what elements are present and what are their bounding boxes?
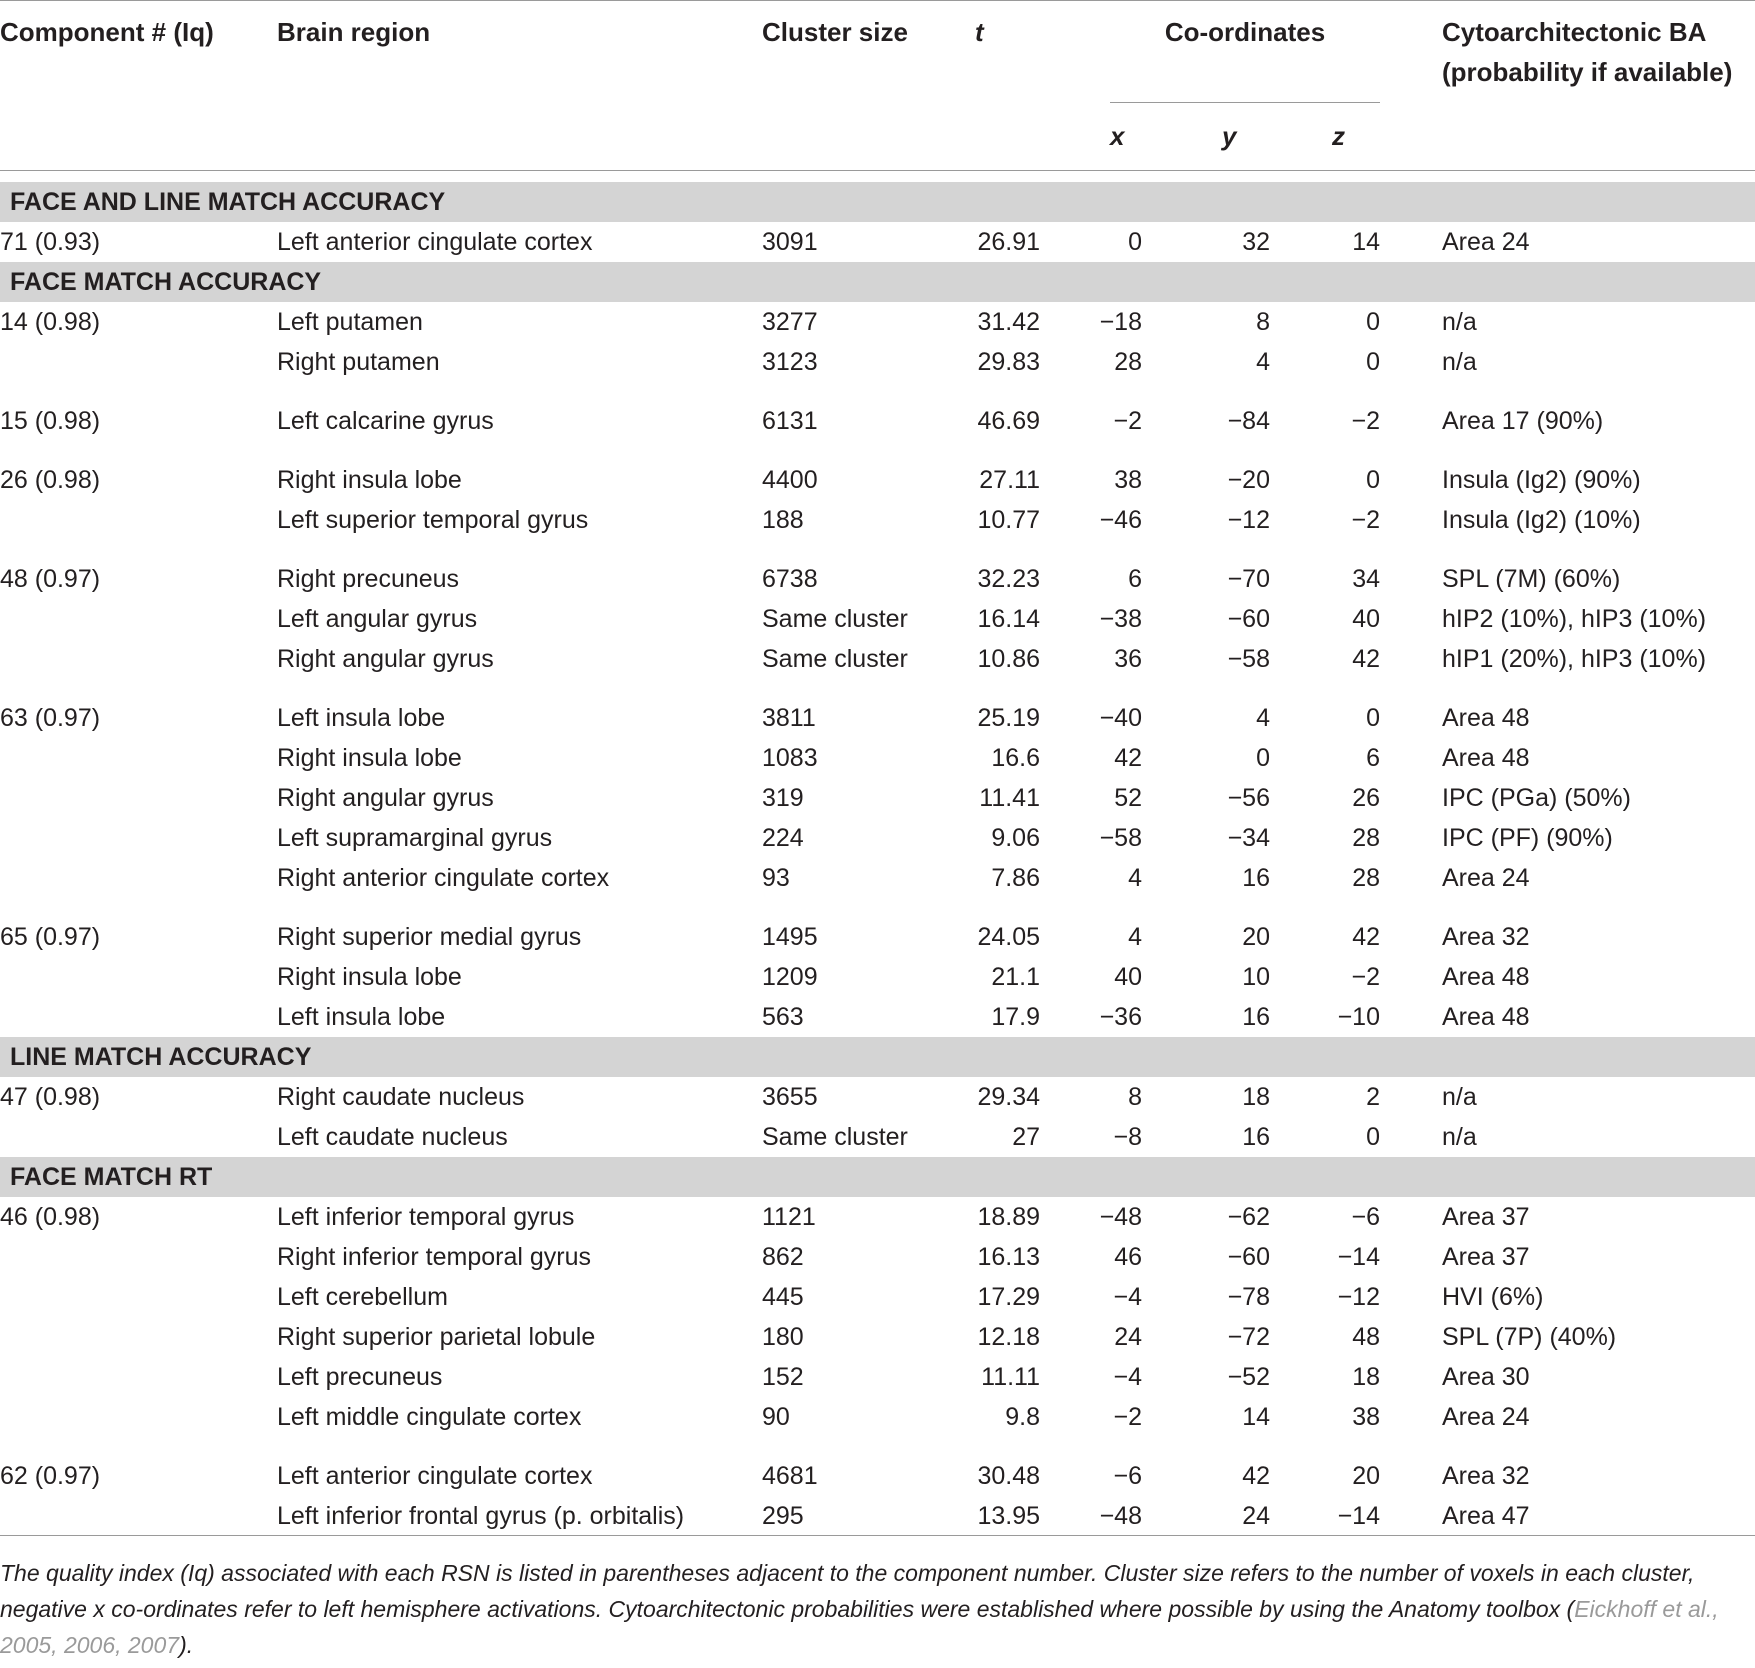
region-cell: Right insula lobe bbox=[277, 963, 462, 991]
ba-cell: hIP1 (20%), hIP3 (10%) bbox=[1442, 645, 1707, 673]
cluster-cell: 188 bbox=[762, 506, 804, 534]
region-cell: Left angular gyrus bbox=[277, 605, 478, 633]
component-cell: 65 (0.97) bbox=[0, 923, 101, 951]
component-cell: 48 (0.97) bbox=[0, 565, 101, 593]
x-cell: 8 bbox=[1128, 1083, 1142, 1111]
y-cell: 10 bbox=[1242, 963, 1270, 991]
ba-cell: n/a bbox=[1442, 348, 1477, 376]
ba-cell: Area 24 bbox=[1442, 228, 1530, 256]
y-cell: 4 bbox=[1256, 704, 1270, 732]
t-cell: 7.86 bbox=[991, 864, 1040, 892]
cluster-cell: 224 bbox=[762, 824, 804, 852]
z-cell: −14 bbox=[1337, 1502, 1380, 1530]
table-row bbox=[0, 500, 1755, 540]
z-cell: 20 bbox=[1352, 1462, 1380, 1490]
z-cell: 28 bbox=[1352, 824, 1380, 852]
ba-cell: Area 37 bbox=[1442, 1203, 1530, 1231]
ba-cell: hIP2 (10%), hIP3 (10%) bbox=[1442, 605, 1707, 633]
component-cell: 63 (0.97) bbox=[0, 704, 101, 732]
cluster-cell: 1209 bbox=[762, 963, 818, 991]
y-cell: 42 bbox=[1242, 1462, 1270, 1490]
cluster-cell: 90 bbox=[762, 1403, 790, 1431]
table-row bbox=[0, 1117, 1755, 1157]
x-cell: 6 bbox=[1128, 565, 1142, 593]
x-cell: −4 bbox=[1113, 1363, 1142, 1391]
z-cell: 0 bbox=[1366, 348, 1380, 376]
z-cell: 38 bbox=[1352, 1403, 1380, 1431]
t-cell: 16.13 bbox=[977, 1243, 1040, 1271]
region-cell: Right angular gyrus bbox=[277, 784, 494, 812]
ba-cell: Insula (Ig2) (10%) bbox=[1442, 506, 1641, 534]
table-row bbox=[0, 1237, 1755, 1277]
z-cell: 0 bbox=[1366, 704, 1380, 732]
ba-cell: Insula (Ig2) (90%) bbox=[1442, 466, 1641, 494]
region-cell: Right insula lobe bbox=[277, 744, 462, 772]
t-cell: 16.14 bbox=[977, 605, 1040, 633]
header-x: x bbox=[1110, 121, 1125, 151]
y-cell: 0 bbox=[1256, 744, 1270, 772]
x-cell: −2 bbox=[1113, 1403, 1142, 1431]
region-cell: Left middle cingulate cortex bbox=[277, 1403, 582, 1431]
t-cell: 27 bbox=[1012, 1123, 1040, 1151]
region-cell: Right insula lobe bbox=[277, 466, 462, 494]
z-cell: 0 bbox=[1366, 1123, 1380, 1151]
y-cell: −60 bbox=[1227, 1243, 1270, 1271]
t-cell: 29.83 bbox=[977, 348, 1040, 376]
region-cell: Left anterior cingulate cortex bbox=[277, 228, 593, 256]
header-t: t bbox=[975, 17, 984, 47]
y-cell: −34 bbox=[1227, 824, 1270, 852]
table-row bbox=[0, 858, 1755, 898]
z-cell: −14 bbox=[1337, 1243, 1380, 1271]
table-row bbox=[0, 1357, 1755, 1397]
t-cell: 11.41 bbox=[979, 784, 1040, 812]
t-cell: 31.42 bbox=[977, 308, 1040, 336]
t-cell: 17.9 bbox=[991, 1003, 1040, 1031]
x-cell: −8 bbox=[1113, 1123, 1142, 1151]
region-cell: Left supramarginal gyrus bbox=[277, 824, 553, 852]
x-cell: −40 bbox=[1099, 704, 1142, 732]
z-cell: 48 bbox=[1352, 1323, 1380, 1351]
region-cell: Left insula lobe bbox=[277, 704, 446, 732]
y-cell: −62 bbox=[1227, 1203, 1270, 1231]
t-cell: 30.48 bbox=[977, 1462, 1040, 1490]
header-y: y bbox=[1222, 121, 1237, 151]
table-row bbox=[0, 1496, 1755, 1536]
ba-cell: Area 47 bbox=[1442, 1502, 1530, 1530]
cluster-cell: 152 bbox=[762, 1363, 804, 1391]
y-cell: −78 bbox=[1227, 1283, 1270, 1311]
x-cell: 24 bbox=[1114, 1323, 1142, 1351]
y-cell: −56 bbox=[1227, 784, 1270, 812]
x-cell: −46 bbox=[1099, 506, 1142, 534]
cluster-cell: 3091 bbox=[762, 228, 818, 256]
region-cell: Right precuneus bbox=[277, 565, 460, 593]
cluster-cell: 445 bbox=[762, 1283, 804, 1311]
region-cell: Left inferior frontal gyrus (p. orbitalis) bbox=[277, 1502, 685, 1530]
table-row bbox=[0, 460, 1755, 500]
ba-cell: SPL (7M) (60%) bbox=[1442, 565, 1621, 593]
table-row bbox=[0, 401, 1755, 441]
header-z: z bbox=[1332, 121, 1345, 151]
y-cell: −72 bbox=[1227, 1323, 1270, 1351]
z-cell: 18 bbox=[1352, 1363, 1380, 1391]
z-cell: 34 bbox=[1352, 565, 1380, 593]
header-bottom-rule bbox=[0, 170, 1755, 171]
x-cell: −38 bbox=[1099, 605, 1142, 633]
x-cell: −2 bbox=[1113, 407, 1142, 435]
region-cell: Left caudate nucleus bbox=[277, 1123, 508, 1151]
z-cell: −2 bbox=[1351, 506, 1380, 534]
table-row bbox=[0, 222, 1755, 262]
component-cell: 46 (0.98) bbox=[0, 1203, 101, 1231]
y-cell: −20 bbox=[1227, 466, 1270, 494]
region-cell: Left inferior temporal gyrus bbox=[277, 1203, 575, 1231]
y-cell: −70 bbox=[1227, 565, 1270, 593]
table-row bbox=[0, 1456, 1755, 1496]
region-cell: Left anterior cingulate cortex bbox=[277, 1462, 593, 1490]
y-cell: 8 bbox=[1256, 308, 1270, 336]
table-row bbox=[0, 302, 1755, 342]
t-cell: 9.8 bbox=[1005, 1403, 1040, 1431]
y-cell: 24 bbox=[1242, 1502, 1270, 1530]
z-cell: −2 bbox=[1351, 407, 1380, 435]
table-row bbox=[0, 1197, 1755, 1237]
x-cell: 38 bbox=[1114, 466, 1142, 494]
x-cell: 0 bbox=[1128, 228, 1142, 256]
y-cell: 16 bbox=[1242, 1123, 1270, 1151]
ba-cell: n/a bbox=[1442, 1123, 1477, 1151]
component-cell: 14 (0.98) bbox=[0, 308, 101, 336]
y-cell: 16 bbox=[1242, 864, 1270, 892]
cluster-cell: 1121 bbox=[762, 1203, 816, 1231]
table-row bbox=[0, 778, 1755, 818]
cluster-cell: Same cluster bbox=[762, 645, 908, 673]
ba-cell: Area 30 bbox=[1442, 1363, 1530, 1391]
z-cell: 6 bbox=[1366, 744, 1380, 772]
header-ba-probability: (probability if available) bbox=[1442, 57, 1733, 87]
section-header bbox=[0, 262, 1755, 302]
ba-cell: Area 17 (90%) bbox=[1442, 407, 1604, 435]
z-cell: 2 bbox=[1366, 1083, 1380, 1111]
y-cell: 18 bbox=[1242, 1083, 1270, 1111]
t-cell: 17.29 bbox=[977, 1283, 1040, 1311]
x-cell: −6 bbox=[1113, 1462, 1142, 1490]
ba-cell: Area 32 bbox=[1442, 1462, 1530, 1490]
table-row bbox=[0, 639, 1755, 679]
y-cell: −60 bbox=[1227, 605, 1270, 633]
y-cell: 14 bbox=[1242, 1403, 1270, 1431]
component-cell: 47 (0.98) bbox=[0, 1083, 101, 1111]
coordinates-underline bbox=[1110, 102, 1380, 103]
table-row bbox=[0, 818, 1755, 858]
y-cell: −12 bbox=[1227, 506, 1270, 534]
header-cytoarchitectonic-ba: Cytoarchitectonic BA bbox=[1442, 17, 1707, 47]
ba-cell: SPL (7P) (40%) bbox=[1442, 1323, 1617, 1351]
z-cell: −12 bbox=[1337, 1283, 1380, 1311]
region-cell: Right inferior temporal gyrus bbox=[277, 1243, 592, 1271]
section-title: LINE MATCH ACCURACY bbox=[10, 1043, 312, 1071]
table-row bbox=[0, 698, 1755, 738]
table-top-rule bbox=[0, 0, 1755, 1]
table-row bbox=[0, 599, 1755, 639]
z-cell: 14 bbox=[1352, 228, 1380, 256]
component-cell: 62 (0.97) bbox=[0, 1462, 101, 1490]
header-cluster-size: Cluster size bbox=[762, 17, 908, 47]
ba-cell: Area 48 bbox=[1442, 704, 1530, 732]
z-cell: −2 bbox=[1351, 963, 1380, 991]
cluster-cell: 3277 bbox=[762, 308, 818, 336]
region-cell: Right superior parietal lobule bbox=[277, 1323, 596, 1351]
y-cell: 16 bbox=[1242, 1003, 1270, 1031]
footnote-suffix: ). bbox=[179, 1632, 194, 1658]
t-cell: 24.05 bbox=[977, 923, 1040, 951]
region-cell: Left superior temporal gyrus bbox=[277, 506, 589, 534]
t-cell: 46.69 bbox=[977, 407, 1040, 435]
cluster-cell: 4400 bbox=[762, 466, 818, 494]
table-row bbox=[0, 1317, 1755, 1357]
z-cell: 42 bbox=[1352, 645, 1380, 673]
y-cell: 4 bbox=[1256, 348, 1270, 376]
x-cell: −4 bbox=[1113, 1283, 1142, 1311]
cluster-cell: 3811 bbox=[762, 704, 816, 732]
table-footnote bbox=[0, 1555, 1755, 1663]
x-cell: 42 bbox=[1114, 744, 1142, 772]
x-cell: −18 bbox=[1099, 308, 1142, 336]
ba-cell: HVI (6%) bbox=[1442, 1283, 1544, 1311]
cluster-cell: 295 bbox=[762, 1502, 804, 1530]
cluster-cell: Same cluster bbox=[762, 605, 908, 633]
component-cell: 15 (0.98) bbox=[0, 407, 101, 435]
component-cell: 71 (0.93) bbox=[0, 228, 101, 256]
z-cell: −6 bbox=[1351, 1203, 1380, 1231]
component-cell: 26 (0.98) bbox=[0, 466, 101, 494]
header-component: Component # (Iq) bbox=[0, 17, 214, 47]
ba-cell: Area 24 bbox=[1442, 864, 1530, 892]
cluster-cell: 6131 bbox=[762, 407, 818, 435]
t-cell: 26.91 bbox=[977, 228, 1040, 256]
t-cell: 18.89 bbox=[977, 1203, 1040, 1231]
t-cell: 21.1 bbox=[991, 963, 1040, 991]
citation-link[interactable]: Eickhoff et al., 2005, 2006, 2007 bbox=[0, 1596, 1719, 1658]
ba-cell: Area 32 bbox=[1442, 923, 1530, 951]
header-coordinates: Co-ordinates bbox=[1164, 17, 1326, 47]
ba-cell: IPC (PGa) (50%) bbox=[1442, 784, 1631, 812]
t-cell: 12.18 bbox=[977, 1323, 1040, 1351]
ba-cell: Area 48 bbox=[1442, 963, 1530, 991]
cluster-cell: 180 bbox=[762, 1323, 804, 1351]
footnote-text: The quality index (Iq) associated with each RSN is listed in parentheses adjacent to the component number. Cluster size refers to the number of voxels in each cluster, negative x co-ordinates refer to left hemisphere activations. Cytoarchitectonic probabilities were established where possible by using the Anatomy toolbox ( bbox=[0, 1560, 1695, 1622]
x-cell: 40 bbox=[1114, 963, 1142, 991]
x-cell: 46 bbox=[1114, 1243, 1142, 1271]
cluster-cell: 1083 bbox=[762, 744, 818, 772]
cluster-cell: Same cluster bbox=[762, 1123, 908, 1151]
table-row bbox=[0, 997, 1755, 1037]
table-row bbox=[0, 1397, 1755, 1437]
section-title: FACE MATCH ACCURACY bbox=[10, 268, 322, 296]
y-cell: −58 bbox=[1227, 645, 1270, 673]
table-row bbox=[0, 1077, 1755, 1117]
x-cell: 4 bbox=[1128, 923, 1142, 951]
cluster-cell: 862 bbox=[762, 1243, 804, 1271]
table-row bbox=[0, 738, 1755, 778]
t-cell: 29.34 bbox=[977, 1083, 1040, 1111]
table-row bbox=[0, 957, 1755, 997]
section-header bbox=[0, 1037, 1755, 1077]
t-cell: 32.23 bbox=[977, 565, 1040, 593]
z-cell: 26 bbox=[1352, 784, 1380, 812]
table-row bbox=[0, 342, 1755, 382]
region-cell: Right anterior cingulate cortex bbox=[277, 864, 610, 892]
t-cell: 25.19 bbox=[977, 704, 1040, 732]
ba-cell: IPC (PF) (90%) bbox=[1442, 824, 1613, 852]
cluster-cell: 319 bbox=[762, 784, 804, 812]
region-cell: Right angular gyrus bbox=[277, 645, 494, 673]
x-cell: 4 bbox=[1128, 864, 1142, 892]
cluster-cell: 3655 bbox=[762, 1083, 818, 1111]
region-cell: Left cerebellum bbox=[277, 1283, 448, 1311]
table-row bbox=[0, 917, 1755, 957]
section-title: FACE MATCH RT bbox=[10, 1163, 213, 1191]
y-cell: −52 bbox=[1227, 1363, 1270, 1391]
cluster-cell: 1495 bbox=[762, 923, 818, 951]
section-header bbox=[0, 1157, 1755, 1197]
y-cell: −84 bbox=[1227, 407, 1270, 435]
ba-cell: Area 48 bbox=[1442, 1003, 1530, 1031]
table-row bbox=[0, 559, 1755, 599]
section-header bbox=[0, 182, 1755, 222]
region-cell: Right caudate nucleus bbox=[277, 1083, 525, 1111]
t-cell: 13.95 bbox=[977, 1502, 1040, 1530]
cluster-cell: 6738 bbox=[762, 565, 818, 593]
z-cell: 42 bbox=[1352, 923, 1380, 951]
ba-cell: Area 24 bbox=[1442, 1403, 1530, 1431]
z-cell: 28 bbox=[1352, 864, 1380, 892]
x-cell: 28 bbox=[1114, 348, 1142, 376]
x-cell: 52 bbox=[1114, 784, 1142, 812]
x-cell: −36 bbox=[1099, 1003, 1142, 1031]
table-row bbox=[0, 1277, 1755, 1317]
table-bottom-rule bbox=[0, 1535, 1755, 1536]
ba-cell: n/a bbox=[1442, 308, 1477, 336]
x-cell: 36 bbox=[1114, 645, 1142, 673]
t-cell: 16.6 bbox=[991, 744, 1040, 772]
y-cell: 32 bbox=[1242, 228, 1270, 256]
t-cell: 10.77 bbox=[977, 506, 1040, 534]
ba-cell: Area 48 bbox=[1442, 744, 1530, 772]
x-cell: −48 bbox=[1099, 1502, 1142, 1530]
z-cell: 40 bbox=[1352, 605, 1380, 633]
z-cell: −10 bbox=[1337, 1003, 1380, 1031]
t-cell: 9.06 bbox=[991, 824, 1040, 852]
t-cell: 11.11 bbox=[981, 1363, 1040, 1391]
region-cell: Right putamen bbox=[277, 348, 440, 376]
x-cell: −48 bbox=[1099, 1203, 1142, 1231]
ba-cell: Area 37 bbox=[1442, 1243, 1530, 1271]
region-cell: Left putamen bbox=[277, 308, 423, 336]
region-cell: Left calcarine gyrus bbox=[277, 407, 494, 435]
cluster-cell: 93 bbox=[762, 864, 790, 892]
ba-cell: n/a bbox=[1442, 1083, 1477, 1111]
z-cell: 0 bbox=[1366, 308, 1380, 336]
cluster-cell: 4681 bbox=[762, 1462, 818, 1490]
region-cell: Right superior medial gyrus bbox=[277, 923, 582, 951]
t-cell: 10.86 bbox=[977, 645, 1040, 673]
x-cell: −58 bbox=[1099, 824, 1142, 852]
section-title: FACE AND LINE MATCH ACCURACY bbox=[10, 188, 446, 216]
cluster-cell: 563 bbox=[762, 1003, 804, 1031]
header-brain-region: Brain region bbox=[277, 17, 431, 47]
z-cell: 0 bbox=[1366, 466, 1380, 494]
cluster-cell: 3123 bbox=[762, 348, 818, 376]
region-cell: Left precuneus bbox=[277, 1363, 443, 1391]
t-cell: 27.11 bbox=[979, 466, 1040, 494]
y-cell: 20 bbox=[1242, 923, 1270, 951]
region-cell: Left insula lobe bbox=[277, 1003, 446, 1031]
